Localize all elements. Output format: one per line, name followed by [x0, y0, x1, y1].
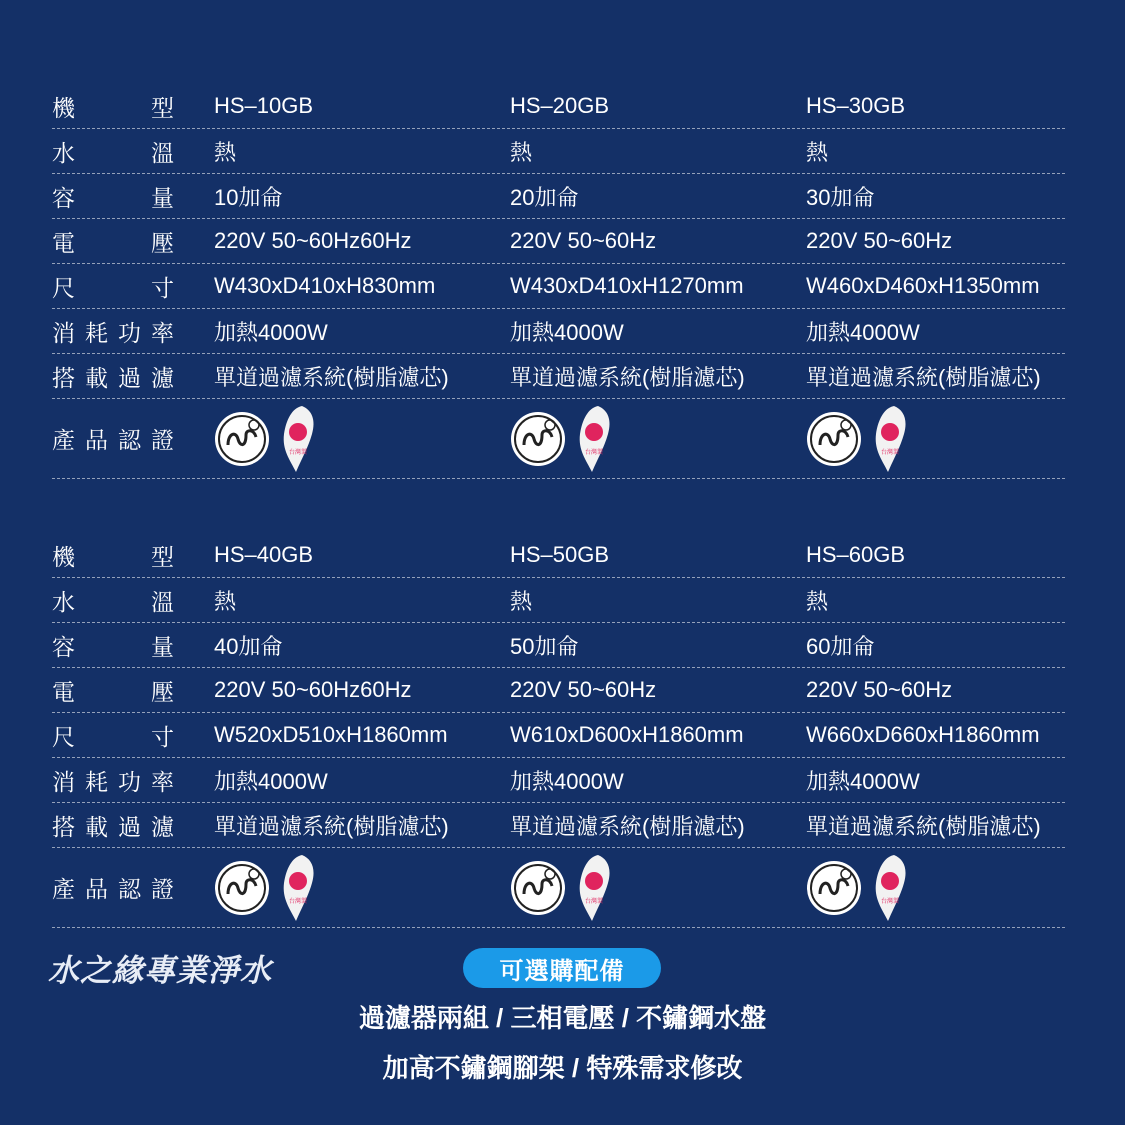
- cell-voltage: 220V 50~60Hz: [510, 677, 657, 702]
- label-model: 機 型: [52, 94, 174, 121]
- cell-capacity: 10加侖: [214, 184, 283, 210]
- label-dimensions: 尺 寸: [52, 723, 174, 750]
- taiwan-made-label: 台灣製: [584, 897, 604, 905]
- cert-group: [214, 404, 510, 474]
- cns-certification-icon: [214, 860, 270, 916]
- cell-power: 加熱4000W: [806, 768, 920, 794]
- taiwan-made-icon: [870, 404, 910, 474]
- taiwan-made-icon: [278, 404, 318, 474]
- cell-voltage: 220V 50~60Hz: [510, 228, 657, 253]
- cell-power: 加熱4000W: [214, 768, 328, 794]
- cell-filter: 單道過濾系統(樹脂濾芯): [510, 364, 745, 390]
- cell-water-temp: 熱: [214, 588, 237, 614]
- cell-voltage: 220V 50~60Hz60Hz: [214, 677, 412, 702]
- label-certification: 產 品 認 證: [52, 876, 174, 902]
- cell-model: HS–40GB: [214, 542, 314, 567]
- label-dimensions: 尺 寸: [52, 274, 174, 301]
- taiwan-made-label: 台灣製: [288, 448, 308, 456]
- taiwan-made-label: 台灣製: [880, 897, 900, 905]
- cert-group: [510, 404, 806, 474]
- taiwan-made-icon: [574, 853, 614, 923]
- row-capacity: [52, 623, 1065, 668]
- label-certification: 產 品 認 證: [52, 427, 174, 453]
- cell-voltage: 220V 50~60Hz: [806, 677, 953, 702]
- row-filter: [52, 803, 1065, 848]
- row-dimensions: [52, 713, 1065, 758]
- label-capacity: 容 量: [52, 633, 174, 660]
- cell-filter: 單道過濾系統(樹脂濾芯): [510, 813, 745, 839]
- cell-dimensions: W660xD660xH1860mm: [806, 722, 1040, 747]
- cert-group: [806, 853, 1102, 923]
- label-water-temp: 水 溫: [52, 588, 174, 615]
- row-capacity: [52, 174, 1065, 219]
- label-voltage: 電 壓: [52, 229, 174, 256]
- cell-model: HS–20GB: [510, 93, 610, 118]
- cell-water-temp: 熱: [510, 139, 533, 165]
- row-dimensions: [52, 264, 1065, 309]
- cell-capacity: 60加侖: [806, 633, 875, 659]
- cns-certification-icon: [806, 860, 862, 916]
- row-model: [52, 533, 1065, 578]
- row-filter: [52, 354, 1065, 399]
- cell-model: HS–10GB: [214, 93, 314, 118]
- cell-power: 加熱4000W: [214, 319, 328, 345]
- label-capacity: 容 量: [52, 184, 174, 211]
- cell-water-temp: 熱: [806, 139, 829, 165]
- optional-equipment-line-1: 過濾器兩組 / 三相電壓 / 不鏽鋼水盤: [358, 1003, 767, 1033]
- cell-power: 加熱4000W: [806, 319, 920, 345]
- cell-voltage: 220V 50~60Hz: [806, 228, 953, 253]
- cert-group: [806, 404, 1102, 474]
- row-certification: [52, 399, 1065, 479]
- cns-certification-icon: [214, 411, 270, 467]
- cell-voltage: 220V 50~60Hz60Hz: [214, 228, 412, 253]
- spec-table-1: [52, 84, 1065, 479]
- label-model: 機 型: [52, 543, 174, 570]
- cns-certification-icon: [806, 411, 862, 467]
- cell-filter: 單道過濾系統(樹脂濾芯): [806, 813, 1041, 839]
- row-voltage: [52, 219, 1065, 264]
- cert-group: [214, 853, 510, 923]
- cell-capacity: 40加侖: [214, 633, 283, 659]
- cell-dimensions: W430xD410xH830mm: [214, 273, 436, 298]
- label-filter: 搭 載 過 濾: [52, 813, 174, 840]
- cell-dimensions: W520xD510xH1860mm: [214, 722, 448, 747]
- row-power: [52, 309, 1065, 354]
- cell-dimensions: W460xD460xH1350mm: [806, 273, 1040, 298]
- cns-certification-icon: [510, 411, 566, 467]
- optional-equipment-badge: 可選購配備: [463, 948, 661, 988]
- cns-certification-icon: [510, 860, 566, 916]
- label-water-temp: 水 溫: [52, 139, 174, 166]
- row-model: [52, 84, 1065, 129]
- cell-filter: 單道過濾系統(樹脂濾芯): [214, 364, 449, 390]
- taiwan-made-label: 台灣製: [584, 448, 604, 456]
- label-filter: 搭 載 過 濾: [52, 364, 174, 391]
- taiwan-made-icon: [870, 853, 910, 923]
- cell-capacity: 30加侖: [806, 184, 875, 210]
- cell-model: HS–60GB: [806, 542, 906, 567]
- cell-water-temp: 熱: [214, 139, 237, 165]
- row-voltage: [52, 668, 1065, 713]
- cell-filter: 單道過濾系統(樹脂濾芯): [806, 364, 1041, 390]
- row-water-temp: [52, 578, 1065, 623]
- taiwan-made-label: 台灣製: [880, 448, 900, 456]
- taiwan-made-label: 台灣製: [288, 897, 308, 905]
- cell-capacity: 20加侖: [510, 184, 579, 210]
- taiwan-made-icon: [278, 853, 318, 923]
- cell-power: 加熱4000W: [510, 319, 624, 345]
- cell-model: HS–30GB: [806, 93, 906, 118]
- row-certification: [52, 848, 1065, 928]
- cell-dimensions: W610xD600xH1860mm: [510, 722, 744, 747]
- label-power: 消 耗 功 率: [52, 768, 174, 795]
- cell-capacity: 50加侖: [510, 633, 579, 659]
- optional-equipment-line-2: 加高不鏽鋼腳架 / 特殊需求修改: [382, 1053, 743, 1083]
- cell-power: 加熱4000W: [510, 768, 624, 794]
- cell-dimensions: W430xD410xH1270mm: [510, 273, 744, 298]
- spec-table-2: [52, 533, 1065, 928]
- cell-water-temp: 熱: [510, 588, 533, 614]
- cert-group: [510, 853, 806, 923]
- brand-logo-text: 水之緣專業淨水: [48, 953, 272, 989]
- cell-water-temp: 熱: [806, 588, 829, 614]
- row-power: [52, 758, 1065, 803]
- label-voltage: 電 壓: [52, 678, 174, 705]
- taiwan-made-icon: [574, 404, 614, 474]
- cell-model: HS–50GB: [510, 542, 610, 567]
- label-power: 消 耗 功 率: [52, 319, 174, 346]
- cell-filter: 單道過濾系統(樹脂濾芯): [214, 813, 449, 839]
- row-water-temp: [52, 129, 1065, 174]
